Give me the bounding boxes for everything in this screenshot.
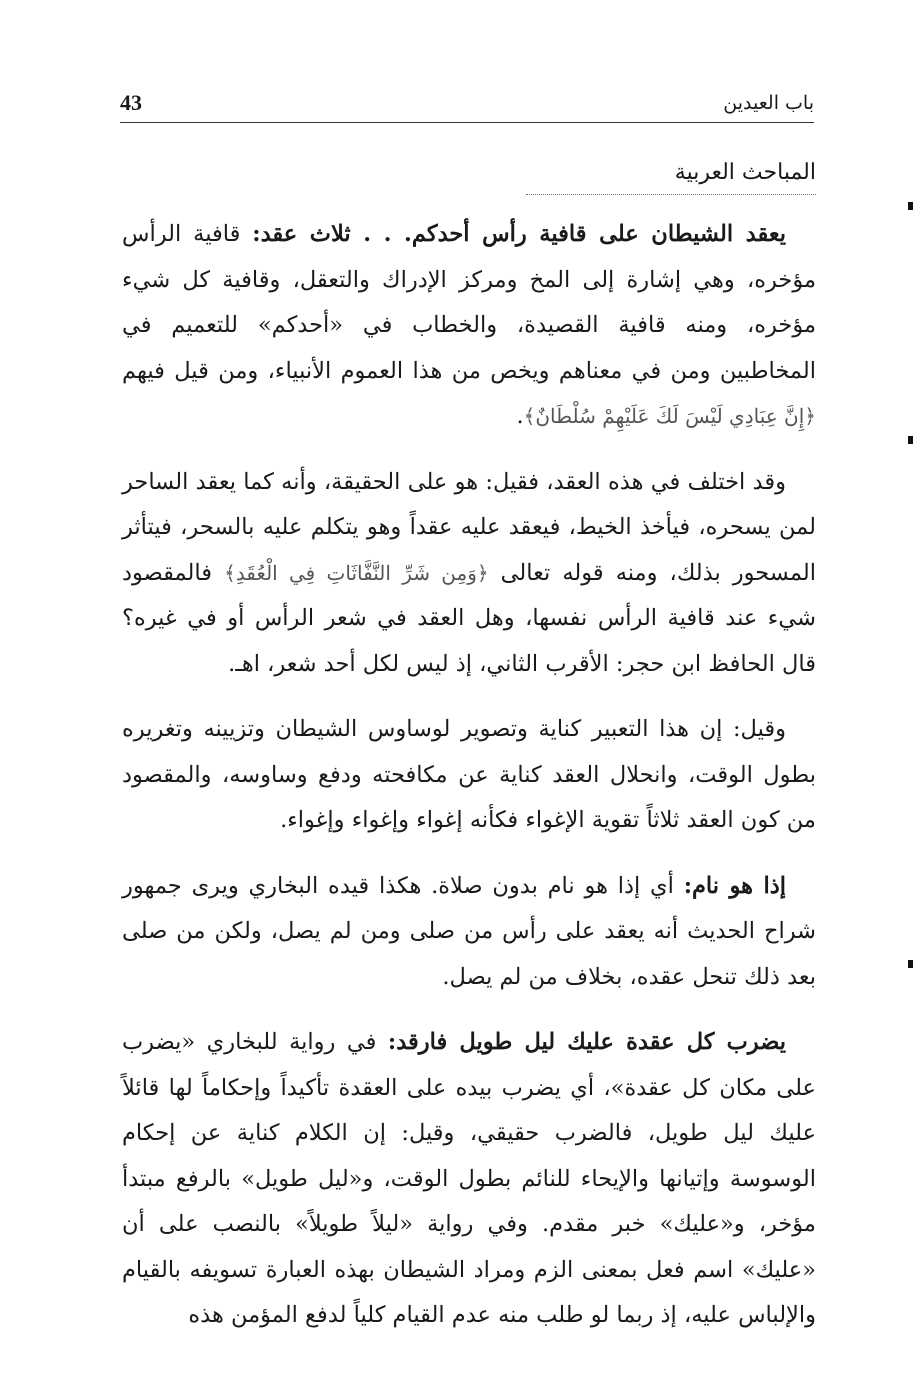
scan-margin-mark — [908, 202, 913, 210]
paragraph-5-text: في رواية للبخاري «يضرب على مكان كل عقدة»، أي يضرب بيده على العقدة تأكيداً وإحكاماً لها قائلاً عليك ليل طويل، فالضرب حقيقي، وقيل: إن الكلام كناية عن إحكام الوسوسة وإتيانها والإيحاء للنائم بطول الوقت، و«ليل طويل» بالرفع مبتدأ مؤخر، و«عليك» خبر مقدم. وفي رواية «ليلاً طويلاً» بالنصب على أن «عليك» اسم فعل بمعنى الزم ومراد الشيطان بهذه العبارة تسويفه بالقيام والإلباس عليه، إذ ربما لو طلب منه عدم القيام كلياً لدفع المؤمن هذه — [122, 1029, 816, 1328]
page-number: 43 — [120, 90, 142, 115]
paragraph-1-tail: . — [516, 403, 524, 429]
running-title: باب العيدين — [723, 92, 814, 114]
paragraph-3-text: وقيل: إن هذا التعبير كناية وتصوير لوساوس الشيطان وتزيينه وتغريره بطول الوقت، وانحلال العقد كناية عن مكافحته ودفع وساوسه، والمقصود من كون العقد ثلاثاً تقوية الإغواء فكأنه إغواء وإغواء وإغواء. — [122, 716, 816, 833]
paragraph-4-text: أي إذا هو نام بدون صلاة. هكذا قيده البخاري ويرى جمهور شراح الحديث أنه يعقد على رأس من صلى ومن لم يصل، ولكن من صلى بعد ذلك تنحل عقده، بخلاف من لم يصل. — [122, 872, 816, 990]
page-body — [122, 212, 816, 1359]
paragraph-2-tail: فالمقصود شيء عند قافية الرأس نفسها، وهل العقد في شعر الرأس أو في غيره؟ قال الحافظ ابن حجر: الأقرب الثاني، إذ ليس لكل أحد شعر، اهـ. — [122, 559, 816, 677]
paragraph-1-text: قافية الرأس مؤخره، وهي إشارة إلى المخ ومركز الإدراك والتعقل، وقافية كل شيء مؤخره، ومنه قافية القصيدة، والخطاب في «أحدكم» للتعميم في المخاطبين ومن في معناهم ويخص من هذا العموم الأنبياء، ومن قيل فيهم — [122, 221, 816, 384]
scan-margin-mark — [908, 960, 913, 968]
paragraph-3 — [122, 707, 816, 844]
paragraph-1-lead: يعقد الشيطان على قافية رأس أحدكم. . . ثلاث عقد: — [252, 221, 786, 247]
scan-margin-mark — [908, 436, 913, 444]
paragraph-5-lead: يضرب كل عقدة عليك ليل طويل فارقد: — [387, 1029, 786, 1055]
paragraph-5 — [122, 1020, 816, 1339]
section-title: المباحث العربية — [674, 160, 816, 185]
paragraph-4 — [122, 864, 816, 1001]
quran-verse-2: ﴿وَمِن شَرِّ النَّفَّاثَاتِ فِي الْعُقَدِ﴾ — [224, 560, 489, 585]
page-header — [120, 88, 814, 123]
quran-verse-1: ﴿إِنَّ عِبَادِي لَيْسَ لَكَ عَلَيْهِمْ سُلْطَانٌ﴾ — [523, 404, 816, 428]
paragraph-2-text: وقد اختلف في هذه العقد، فقيل: هو على الحقيقة، وأنه كما يعقد الساحر لمن يسحره، فيأخذ الخيط، فيعقد عليه عقداً وهو يتكلم عليه بالسحر، فيتأثر المسحور بذلك، ومنه قوله تعالى — [122, 468, 816, 586]
section-title-underline — [526, 194, 816, 195]
paragraph-1 — [122, 212, 816, 440]
paragraph-2 — [122, 460, 816, 688]
paragraph-4-lead: إذا هو نام: — [683, 872, 786, 899]
